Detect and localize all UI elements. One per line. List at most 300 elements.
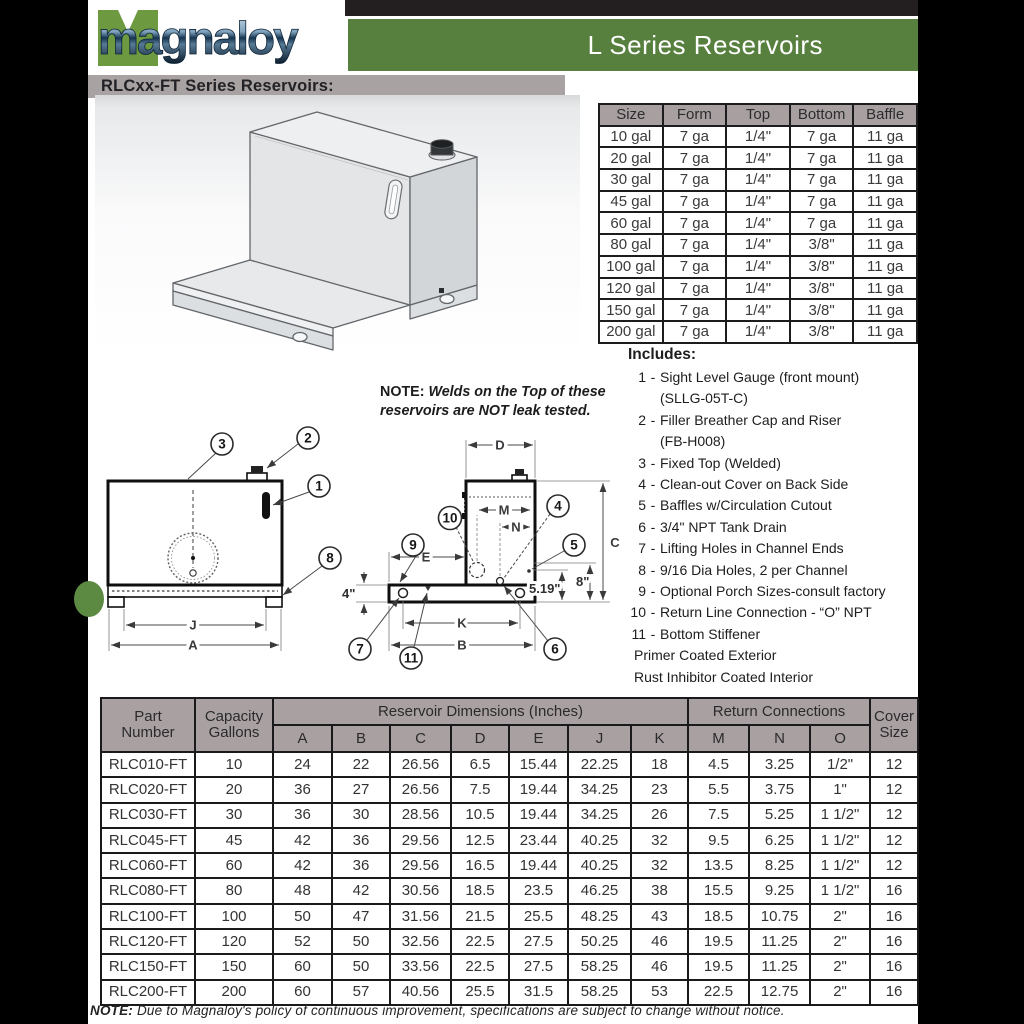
cell: 58.25 bbox=[568, 980, 631, 1005]
dims-group-header: Reservoir Dimensions (Inches) bbox=[273, 698, 688, 725]
cell: 60 bbox=[273, 980, 332, 1005]
dim-label-M: M bbox=[498, 502, 510, 518]
cell: 32 bbox=[631, 853, 688, 878]
reservoir-dimension-table bbox=[100, 697, 919, 1006]
channel-hole-left bbox=[399, 589, 408, 598]
dim-label-B: B bbox=[457, 637, 467, 653]
includes-item-part: Clean-out Cover on Back Side bbox=[660, 476, 849, 493]
cell: 1/4" bbox=[726, 321, 790, 343]
col-header: Bottom bbox=[790, 104, 854, 126]
includes-item-part: - bbox=[650, 476, 656, 493]
cell: 36 bbox=[332, 853, 390, 878]
cell: 34.25 bbox=[568, 803, 631, 828]
weld-note-label: NOTE: bbox=[380, 384, 425, 400]
cell: 22.5 bbox=[451, 929, 509, 954]
dim-label-J: J bbox=[189, 617, 197, 633]
table-row bbox=[101, 828, 918, 853]
returns-group-header: Return Connections bbox=[688, 698, 870, 725]
includes-item bbox=[616, 624, 918, 645]
cell: 13.5 bbox=[688, 853, 749, 878]
includes-item bbox=[616, 453, 918, 474]
cell: 150 bbox=[195, 954, 273, 979]
includes-item-part: 6 bbox=[638, 518, 646, 535]
cell: 7 ga bbox=[663, 126, 727, 148]
tank-right-face bbox=[410, 157, 477, 305]
callout-4: 4 bbox=[554, 498, 562, 514]
cell: 4.5 bbox=[688, 752, 749, 777]
col-header: O bbox=[810, 725, 870, 752]
cell: 12 bbox=[870, 828, 918, 853]
includes-item-part: - bbox=[650, 540, 656, 557]
cell: 29.56 bbox=[390, 853, 451, 878]
cell: RLC060-FT bbox=[101, 853, 195, 878]
table-row bbox=[599, 256, 917, 278]
callout-10: 10 bbox=[442, 510, 458, 526]
cell: 42 bbox=[332, 878, 390, 903]
cell: 20 gal bbox=[599, 147, 663, 169]
cell: 11 ga bbox=[853, 278, 917, 300]
cell: 40.25 bbox=[568, 853, 631, 878]
includes-item-part: Fixed Top (Welded) bbox=[660, 454, 781, 471]
cell: 1 1/2" bbox=[810, 853, 870, 878]
includes-item-part: - bbox=[650, 518, 656, 535]
col-header: M bbox=[688, 725, 749, 752]
cell: 12.5 bbox=[451, 828, 509, 853]
cell: 11 ga bbox=[853, 321, 917, 343]
includes-item-part: 9 bbox=[638, 583, 646, 600]
cell: 19.44 bbox=[509, 803, 568, 828]
cell: 18.5 bbox=[688, 904, 749, 929]
drain-plug-iso bbox=[439, 288, 444, 293]
includes-item-part: - bbox=[650, 369, 656, 385]
table-row bbox=[599, 234, 917, 256]
banner-title: L Series Reservoirs bbox=[587, 29, 823, 60]
col-header: A bbox=[273, 725, 332, 752]
dim-label-C: C bbox=[610, 535, 620, 550]
cell: 53 bbox=[631, 980, 688, 1005]
cell: 16 bbox=[870, 980, 918, 1005]
meas-label-5-19: 5.19" bbox=[529, 581, 561, 596]
tank-drain bbox=[497, 578, 504, 585]
includes-item-part: - bbox=[650, 561, 656, 578]
includes-item-part: - bbox=[650, 497, 656, 514]
page-edge-green-dot bbox=[74, 581, 104, 617]
part-number-header: Part Number bbox=[101, 698, 195, 752]
cell: 10 gal bbox=[599, 126, 663, 148]
table-row bbox=[599, 278, 917, 300]
cell: 1 1/2" bbox=[810, 803, 870, 828]
callout-6: 6 bbox=[551, 641, 559, 657]
includes-item-part: Baffles w/Circulation Cutout bbox=[660, 497, 832, 514]
cell: 23.5 bbox=[509, 878, 568, 903]
cell: 7 ga bbox=[663, 278, 727, 300]
cell: 25.5 bbox=[509, 904, 568, 929]
top-black-bar bbox=[345, 0, 918, 16]
cell: 18 bbox=[631, 752, 688, 777]
cell: 7 ga bbox=[663, 147, 727, 169]
includes-item-part: - bbox=[650, 604, 656, 621]
includes-item bbox=[616, 517, 918, 538]
col-header: C bbox=[390, 725, 451, 752]
table-row bbox=[101, 803, 918, 828]
cell: 15.5 bbox=[688, 878, 749, 903]
cell: 32.56 bbox=[390, 929, 451, 954]
cell: 7 ga bbox=[790, 126, 854, 148]
includes-item-part: 8 bbox=[638, 561, 646, 578]
cell: 50.25 bbox=[568, 929, 631, 954]
cover-size-header: Cover Size bbox=[870, 698, 918, 752]
capacity-header: Capacity Gallons bbox=[195, 698, 273, 752]
cell: 7 ga bbox=[790, 191, 854, 213]
cell: 57 bbox=[332, 980, 390, 1005]
cell: 52 bbox=[273, 929, 332, 954]
side-view-drawing bbox=[336, 420, 626, 698]
cell: 22.5 bbox=[688, 980, 749, 1005]
cell: 40.56 bbox=[390, 980, 451, 1005]
front-view-dimensions bbox=[109, 609, 281, 653]
footer-note-text: Due to Magnaloy's policy of continuous improvement, specifications are subject to change without notice. bbox=[136, 1003, 785, 1018]
cell: 3/8" bbox=[790, 278, 854, 300]
cell: 80 bbox=[195, 878, 273, 903]
table-row bbox=[101, 878, 918, 903]
cell: 23.44 bbox=[509, 828, 568, 853]
cell: 38 bbox=[631, 878, 688, 903]
logo-svg bbox=[94, 2, 346, 72]
dim-label-E: E bbox=[421, 549, 431, 565]
includes-item-part: 11 bbox=[631, 625, 646, 642]
includes-item-part: 1 bbox=[638, 369, 646, 385]
table-row bbox=[101, 752, 918, 777]
col-header: J bbox=[568, 725, 631, 752]
cell: 200 bbox=[195, 980, 273, 1005]
cell: 16 bbox=[870, 954, 918, 979]
cell: 22.25 bbox=[568, 752, 631, 777]
cell: 22.5 bbox=[451, 954, 509, 979]
cell: 1/4" bbox=[726, 169, 790, 191]
cell: 31.56 bbox=[390, 904, 451, 929]
channel-hole-right bbox=[516, 589, 525, 598]
cell: 18.5 bbox=[451, 878, 509, 903]
front-channel-hole bbox=[293, 333, 307, 342]
table-row bbox=[599, 299, 917, 321]
includes-item-sub: (FB-H008) bbox=[660, 433, 726, 450]
cell: 48.25 bbox=[568, 904, 631, 929]
cell: 27 bbox=[332, 777, 390, 802]
cell: 1/2" bbox=[810, 752, 870, 777]
cell: 32 bbox=[631, 828, 688, 853]
series-banner bbox=[348, 19, 918, 71]
cell: RLC030-FT bbox=[101, 803, 195, 828]
cell: 12 bbox=[870, 777, 918, 802]
dim-label-A: A bbox=[188, 637, 198, 653]
cell: RLC150-FT bbox=[101, 954, 195, 979]
col-header: Size bbox=[599, 104, 663, 126]
cell: 28.56 bbox=[390, 803, 451, 828]
meas-label-4in: 4" bbox=[342, 586, 356, 601]
col-header: B bbox=[332, 725, 390, 752]
cell: 11 ga bbox=[853, 256, 917, 278]
footer-note-label: NOTE: bbox=[90, 1003, 133, 1018]
cell: RLC010-FT bbox=[101, 752, 195, 777]
cell: RLC080-FT bbox=[101, 878, 195, 903]
iso-svg bbox=[95, 95, 580, 357]
cell: 2" bbox=[810, 929, 870, 954]
includes-item-part: 4 bbox=[638, 476, 646, 493]
cell: 7 ga bbox=[663, 191, 727, 213]
meas-label-8in: 8" bbox=[576, 574, 590, 589]
cell: 1/4" bbox=[726, 147, 790, 169]
table-row bbox=[101, 954, 918, 979]
cell: 60 gal bbox=[599, 212, 663, 234]
cell: 5.25 bbox=[749, 803, 810, 828]
cell: 12 bbox=[870, 752, 918, 777]
cell: 200 gal bbox=[599, 321, 663, 343]
includes-extra-line: Rust Inhibitor Coated Interior bbox=[634, 668, 813, 685]
cell: 6.5 bbox=[451, 752, 509, 777]
cell: 1" bbox=[810, 777, 870, 802]
callout-5: 5 bbox=[570, 537, 578, 553]
cell: 100 bbox=[195, 904, 273, 929]
cell: 42 bbox=[273, 853, 332, 878]
dim-label-D: D bbox=[495, 437, 505, 453]
col-header: Form bbox=[663, 104, 727, 126]
table-row bbox=[101, 980, 918, 1005]
bottom-channel bbox=[108, 585, 282, 607]
cell: 46.25 bbox=[568, 878, 631, 903]
table-row bbox=[101, 929, 918, 954]
side-view-svg bbox=[336, 420, 626, 698]
sight-gauge bbox=[262, 492, 270, 519]
filler-cap bbox=[251, 466, 263, 473]
includes-item bbox=[616, 474, 918, 495]
cell: 50 bbox=[273, 904, 332, 929]
cell: 3/8" bbox=[790, 234, 854, 256]
cell: 11 ga bbox=[853, 126, 917, 148]
cell: 30 gal bbox=[599, 169, 663, 191]
table-row bbox=[599, 126, 917, 148]
cell: 20 bbox=[195, 777, 273, 802]
cell: 7 ga bbox=[663, 321, 727, 343]
cell: 11 ga bbox=[853, 169, 917, 191]
table-row bbox=[599, 191, 917, 213]
cell: 6.25 bbox=[749, 828, 810, 853]
callout-1: 1 bbox=[315, 478, 323, 494]
includes-item-part: - bbox=[650, 454, 656, 471]
cell: 46 bbox=[631, 929, 688, 954]
page bbox=[88, 0, 918, 1024]
weld-note bbox=[380, 383, 618, 421]
cell: 45 gal bbox=[599, 191, 663, 213]
cell: 7 ga bbox=[663, 299, 727, 321]
includes-item-part: 3/4" NPT Tank Drain bbox=[660, 518, 787, 535]
cell: 19.44 bbox=[509, 777, 568, 802]
cell: 30 bbox=[195, 803, 273, 828]
cell: 23 bbox=[631, 777, 688, 802]
col-header: K bbox=[631, 725, 688, 752]
cell: 22 bbox=[332, 752, 390, 777]
includes-extras bbox=[616, 645, 918, 688]
cell: 30 bbox=[332, 803, 390, 828]
table-row bbox=[599, 212, 917, 234]
cell: 45 bbox=[195, 828, 273, 853]
filler-cap bbox=[515, 469, 524, 475]
cell: RLC045-FT bbox=[101, 828, 195, 853]
cell: 25.5 bbox=[451, 980, 509, 1005]
cell: 36 bbox=[273, 777, 332, 802]
cell: 3/8" bbox=[790, 256, 854, 278]
cell: 1/4" bbox=[726, 212, 790, 234]
cell: RLC020-FT bbox=[101, 777, 195, 802]
col-header: Baffle bbox=[853, 104, 917, 126]
cell: 8.25 bbox=[749, 853, 810, 878]
includes-item bbox=[616, 560, 918, 581]
cell: 120 bbox=[195, 929, 273, 954]
cell: 40.25 bbox=[568, 828, 631, 853]
cell: 2" bbox=[810, 904, 870, 929]
cell: 100 gal bbox=[599, 256, 663, 278]
cell: 1/4" bbox=[726, 278, 790, 300]
cell: 43 bbox=[631, 904, 688, 929]
includes-item-part: - bbox=[650, 583, 656, 600]
cell: 7 ga bbox=[790, 147, 854, 169]
cell: 24 bbox=[273, 752, 332, 777]
cell: 80 gal bbox=[599, 234, 663, 256]
col-header: N bbox=[749, 725, 810, 752]
cell: 48 bbox=[273, 878, 332, 903]
cell: 11.25 bbox=[749, 929, 810, 954]
includes-item-part: 3 bbox=[638, 454, 646, 471]
cell: 34.25 bbox=[568, 777, 631, 802]
cell: 27.5 bbox=[509, 929, 568, 954]
cell: 11 ga bbox=[853, 147, 917, 169]
tank-front-outline bbox=[108, 466, 282, 607]
cell: 26.56 bbox=[390, 777, 451, 802]
cell: 60 bbox=[195, 853, 273, 878]
cell: 1/4" bbox=[726, 256, 790, 278]
cell: 21.5 bbox=[451, 904, 509, 929]
cell: 19.5 bbox=[688, 954, 749, 979]
includes-item-part: - bbox=[650, 625, 656, 642]
includes-extra-line: Primer Coated Exterior bbox=[634, 647, 777, 664]
cell: RLC120-FT bbox=[101, 929, 195, 954]
table-row bbox=[599, 169, 917, 191]
includes-item-part: 5 bbox=[638, 497, 646, 514]
cell: 26.56 bbox=[390, 752, 451, 777]
cell: 11 ga bbox=[853, 191, 917, 213]
includes-title: Includes: bbox=[628, 346, 697, 363]
cell: 3/8" bbox=[790, 299, 854, 321]
cell: 12 bbox=[870, 803, 918, 828]
cell: 11 ga bbox=[853, 234, 917, 256]
cell: 1/4" bbox=[726, 299, 790, 321]
callout-3: 3 bbox=[218, 436, 226, 452]
cell: 60 bbox=[273, 954, 332, 979]
filler-cap-iso bbox=[429, 140, 455, 160]
cell: 3.75 bbox=[749, 777, 810, 802]
includes-list bbox=[616, 367, 918, 645]
cell: 33.56 bbox=[390, 954, 451, 979]
cell: 1/4" bbox=[726, 191, 790, 213]
cell: 9.5 bbox=[688, 828, 749, 853]
table-row bbox=[599, 147, 917, 169]
cell: 47 bbox=[332, 904, 390, 929]
section-title: RLCxx-FT Series Reservoirs: bbox=[101, 77, 334, 95]
includes-item bbox=[616, 495, 918, 516]
magnaloy-logo bbox=[94, 2, 346, 72]
weld-note-text: Welds on the Top of these reservoirs are NOT leak tested. bbox=[380, 384, 606, 419]
cell: 46 bbox=[631, 954, 688, 979]
includes-item-part: Optional Porch Sizes-consult factory bbox=[660, 583, 886, 600]
cell: 10.75 bbox=[749, 904, 810, 929]
table-row bbox=[599, 321, 917, 343]
includes-item-part: Lifting Holes in Channel Ends bbox=[660, 540, 844, 557]
cell: 7.5 bbox=[688, 803, 749, 828]
cell: 7 ga bbox=[790, 212, 854, 234]
callout-8: 8 bbox=[326, 550, 334, 566]
cell: 29.56 bbox=[390, 828, 451, 853]
cell: 7.5 bbox=[451, 777, 509, 802]
cell: 16 bbox=[870, 878, 918, 903]
gauge-header-row bbox=[599, 104, 917, 126]
includes-item-part: Sight Level Gauge (front mount) bbox=[660, 369, 860, 385]
cell: 58.25 bbox=[568, 954, 631, 979]
cell: 120 gal bbox=[599, 278, 663, 300]
material-gauge-table bbox=[598, 103, 918, 344]
cell: 50 bbox=[332, 929, 390, 954]
cell: 26 bbox=[631, 803, 688, 828]
cell: 15.44 bbox=[509, 752, 568, 777]
cell: 19.5 bbox=[688, 929, 749, 954]
cell: 16 bbox=[870, 929, 918, 954]
cell: 7 ga bbox=[663, 256, 727, 278]
callout-7: 7 bbox=[356, 641, 364, 657]
cell: 150 gal bbox=[599, 299, 663, 321]
table-row bbox=[101, 777, 918, 802]
includes-item-part: 10 bbox=[630, 604, 646, 621]
callout-11: 11 bbox=[403, 650, 419, 666]
cell: 1 1/2" bbox=[810, 878, 870, 903]
includes-item-sub: (SLLG-05T-C) bbox=[660, 390, 748, 407]
cell: 10 bbox=[195, 752, 273, 777]
col-header: D bbox=[451, 725, 509, 752]
isometric-reservoir-figure bbox=[95, 95, 580, 357]
includes-item-part: Filler Breather Cap and Riser bbox=[660, 411, 842, 428]
cell: 1/4" bbox=[726, 126, 790, 148]
dim-label-K: K bbox=[457, 615, 467, 631]
cell: 16.5 bbox=[451, 853, 509, 878]
cell: 11.25 bbox=[749, 954, 810, 979]
includes-item-part: - bbox=[650, 411, 656, 428]
cell: 1 1/2" bbox=[810, 828, 870, 853]
footer-note bbox=[90, 1003, 918, 1018]
cell: 36 bbox=[332, 828, 390, 853]
cell: 16 bbox=[870, 904, 918, 929]
includes-item-part: Return Line Connection - “O” NPT bbox=[660, 604, 872, 621]
cell: 3.25 bbox=[749, 752, 810, 777]
cell: 7 ga bbox=[663, 212, 727, 234]
callout-2: 2 bbox=[304, 430, 312, 446]
cell: 3/8" bbox=[790, 321, 854, 343]
cell: 1/4" bbox=[726, 234, 790, 256]
cell: 5.5 bbox=[688, 777, 749, 802]
cell: 7 ga bbox=[663, 169, 727, 191]
includes-section bbox=[616, 346, 918, 688]
includes-item-part: 2 bbox=[638, 411, 646, 428]
dim-label-N: N bbox=[511, 519, 521, 535]
includes-item bbox=[616, 410, 918, 431]
cell: 27.5 bbox=[509, 954, 568, 979]
includes-item-part: 7 bbox=[638, 540, 646, 557]
